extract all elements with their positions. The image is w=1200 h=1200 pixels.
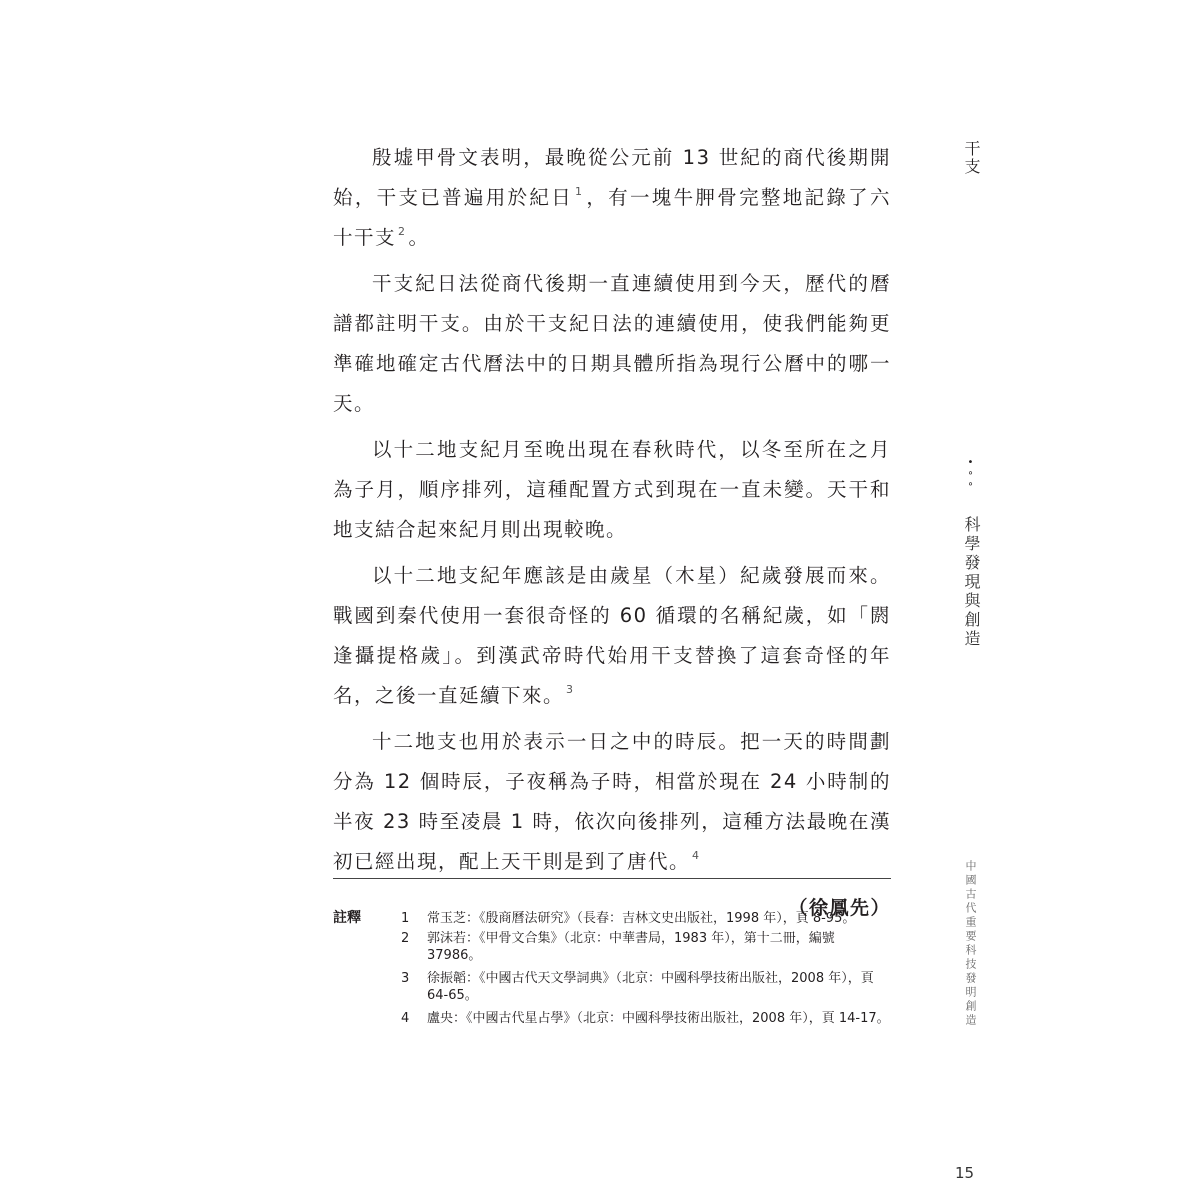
paragraph-text: 以十二地支紀月至晚出現在春秋時代，以冬至所在之月為子月，順序排列，這種配置方式到現在一直未變。天干和地支結合起來紀月則出現較晚。 xyxy=(333,438,891,541)
body-paragraph xyxy=(333,556,891,716)
note-item xyxy=(401,1010,893,1027)
chapter-title: 干支 xyxy=(962,140,981,176)
paragraph-text: 。 xyxy=(408,226,430,249)
note-number: 3 xyxy=(401,971,410,986)
body-paragraph xyxy=(333,138,891,258)
notes-label: 註釋 xyxy=(333,910,361,926)
footnote-marker: 4 xyxy=(692,849,701,862)
footnote-marker: 1 xyxy=(575,185,584,198)
footnote-marker: 2 xyxy=(398,225,407,238)
body-paragraph xyxy=(333,430,891,550)
body-paragraphs xyxy=(333,138,891,882)
page-number: 15 xyxy=(955,1164,975,1182)
paragraph-text: ，有一塊牛胛骨完整地記錄了六十干支 xyxy=(333,186,891,249)
section-dots: •∘∘ xyxy=(965,457,976,490)
note-item xyxy=(401,970,893,1004)
paragraph-text: 十二地支也用於表示一日之中的時辰。把一天的時間劃分為 12 個時辰，子夜稱為子時，相當於現在 24 小時制的半夜 23 時至凌晨 1 時，依次向後排列，這種方法最晚在漢初已經出現，配上天干則是到了唐代。 xyxy=(333,730,891,873)
paragraph-text: 以十二地支紀年應該是由歲星（木星）紀歲發展而來。戰國到秦代使用一套很奇怪的 60 循環的名稱紀歲，如「閼逢攝提格歲」。到漢武帝時代始用干支替換了這套奇怪的年名，之後一直延續下來。 xyxy=(333,564,891,707)
note-text: 徐振韜：《中國古代天文學詞典》（北京：中國科學技術出版社，2008 年），頁 64-65。 xyxy=(427,971,874,1003)
book-title: 中國古代重要科技發明創造 xyxy=(964,860,977,1028)
note-item xyxy=(401,910,893,927)
paragraph-text: 干支紀日法從商代後期一直連續使用到今天，歷代的曆譜都註明干支。由於干支紀日法的連續使用，使我們能夠更準確地確定古代曆法中的日期具體所指為現行公曆中的哪一天。 xyxy=(333,272,891,415)
footnote-marker: 3 xyxy=(566,683,575,696)
note-item xyxy=(401,930,893,964)
note-number: 4 xyxy=(401,1011,410,1026)
notes-divider xyxy=(333,878,891,879)
note-text: 郭沫若：《甲骨文合集》（北京：中華書局，1983 年），第十二冊，編號 37986。 xyxy=(427,931,835,963)
body-paragraph xyxy=(333,722,891,882)
paragraph-text: 殷墟甲骨文表明，最晚從公元前 13 世紀的商代後期開始，干支已普遍用於紀日 xyxy=(333,146,891,209)
note-number: 1 xyxy=(401,911,410,926)
main-text xyxy=(333,138,891,928)
note-text: 盧央：《中國古代星占學》（北京：中國科學技術出版社，2008 年），頁 14-17。 xyxy=(427,1011,890,1026)
note-text: 常玉芝：《殷商曆法研究》（長春：吉林文史出版社，1998 年），頁 8-95。 xyxy=(427,911,856,926)
note-number: 2 xyxy=(401,931,410,946)
author: （徐鳳先） xyxy=(788,897,891,919)
body-paragraph xyxy=(333,264,891,424)
section-title: 科學發現與創造 xyxy=(962,516,981,649)
